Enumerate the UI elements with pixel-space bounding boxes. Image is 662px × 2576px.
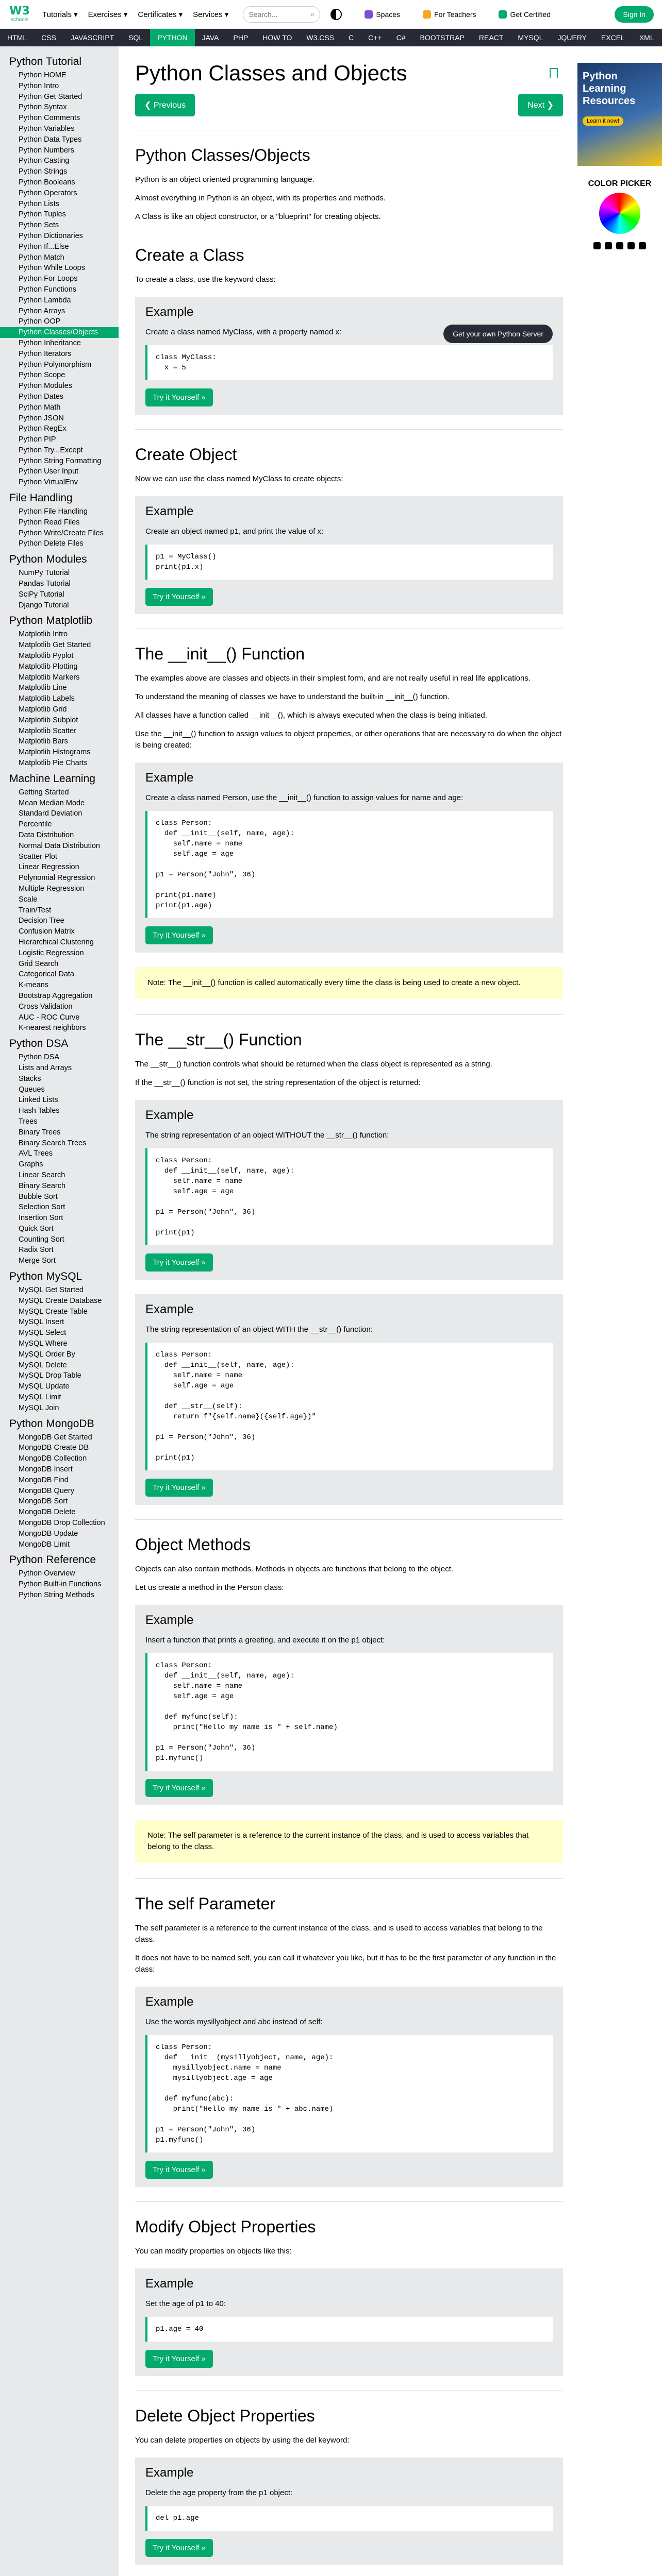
example-heading: Example: [145, 1302, 194, 1316]
sidebar-item[interactable]: Python HOME: [19, 71, 67, 79]
tab-react[interactable]: REACT: [478, 33, 504, 42]
tab-w3-css[interactable]: W3.CSS: [306, 33, 335, 42]
try-it-yourself-button[interactable]: Try it Yourself »: [145, 2539, 213, 2557]
sidebar-item[interactable]: MongoDB Sort: [19, 1497, 68, 1506]
sidebar-item[interactable]: MongoDB Update: [19, 1529, 78, 1538]
example-box: [135, 297, 563, 415]
linkedin-icon[interactable]: [605, 242, 612, 249]
sidebar-item[interactable]: Python User Input: [19, 467, 79, 476]
example-heading: Example: [145, 1613, 194, 1627]
sidebar-item[interactable]: AUC - ROC Curve: [19, 1013, 80, 1022]
sidebar-item[interactable]: Python JSON: [19, 414, 64, 422]
sidebar-item[interactable]: Queues: [19, 1085, 45, 1094]
sidebar-item[interactable]: MongoDB Get Started: [19, 1433, 92, 1442]
sidebar-item[interactable]: Python Scope: [19, 371, 65, 380]
sidebar-item[interactable]: Binary Search Trees: [19, 1139, 87, 1147]
example-description: Create a class named MyClass, with a property named x:: [145, 328, 342, 336]
sidebar-group-heading: Python MongoDB: [9, 1417, 94, 1430]
example-description: Create an object named p1, and print the value of x:: [145, 527, 324, 536]
tab-sql[interactable]: SQL: [128, 33, 143, 42]
example-heading: Example: [145, 1108, 194, 1122]
sidebar-item[interactable]: Python Syntax: [19, 103, 67, 112]
code-block: class Person: def __init__(self, name, age): self.name = name self.age = age def __str__(self): return f"{self.name}({self.age})" p1 = Person("John", 36) print(p1): [145, 1343, 553, 1470]
sidebar-item[interactable]: Matplotlib Markers: [19, 673, 80, 682]
right-column: [577, 46, 662, 249]
sidebar-item[interactable]: Matplotlib Histograms: [19, 748, 91, 757]
try-it-yourself-button[interactable]: Try it Yourself »: [145, 926, 213, 944]
code-block: class Person: def __init__(mysillyobject, name, age): mysillyobject.name = name mysillyobject.age = age def myfunc(abc): print("Hello my name is " + abc.name) p1 = Person("John", 36) p1.myfunc(): [145, 2035, 553, 2153]
section-heading: Object Methods: [135, 1535, 251, 1554]
code-block: p1 = MyClass() print(p1.x): [145, 545, 553, 580]
code-block: class Person: def __init__(self, name, age): self.name = name self.age = age p1 = Person("John", 36) print(p1.name) print(p1.age): [145, 811, 553, 918]
sidebar-item[interactable]: Matplotlib Labels: [19, 694, 75, 703]
divider: [135, 1878, 563, 1879]
topnav-menu-3[interactable]: Services ▾: [193, 10, 229, 19]
sidebar-item[interactable]: MySQL Insert: [19, 1318, 64, 1327]
section: [135, 230, 563, 415]
paragraph: The self parameter is a reference to the current instance of the class, and is used to access variables that belong to the class.: [135, 1924, 543, 1944]
sidebar-item[interactable]: Python Tuples: [19, 210, 66, 219]
sidebar-group-heading: Python MySQL: [9, 1270, 82, 1283]
sidebar-item[interactable]: Scatter Plot: [19, 852, 57, 861]
tab-java[interactable]: JAVA: [202, 33, 219, 42]
sidebar-item[interactable]: Python Booleans: [19, 178, 75, 187]
w3schools-logo[interactable]: W3 schools: [9, 5, 30, 23]
sidebar-item[interactable]: Python For Loops: [19, 275, 78, 283]
sidebar-item[interactable]: Confusion Matrix: [19, 927, 75, 936]
paragraph: The examples above are classes and objects in their simplest form, and are not really useful in real life applications.: [135, 674, 531, 683]
sidebar-item[interactable]: Python Built-in Functions: [19, 1580, 102, 1589]
sidebar-item[interactable]: Getting Started: [19, 788, 69, 796]
sidebar-item[interactable]: Decision Tree: [19, 917, 64, 925]
example-heading: Example: [145, 2466, 194, 2480]
example-description: The string representation of an object WITH the __str__() function:: [145, 1325, 373, 1334]
sidebar-item[interactable]: AVL Trees: [19, 1149, 53, 1158]
sidebar-item[interactable]: Multiple Regression: [19, 884, 85, 893]
sidebar-item[interactable]: Binary Trees: [19, 1128, 61, 1137]
tab-bootstrap[interactable]: BOOTSTRAP: [420, 33, 465, 42]
sidebar-group-heading: Python Modules: [9, 553, 87, 566]
sidebar-item[interactable]: Cross Validation: [19, 1002, 73, 1011]
sidebar-item[interactable]: MongoDB Drop Collection: [19, 1519, 105, 1528]
sidebar-item[interactable]: Stacks: [19, 1074, 41, 1083]
sidebar-item[interactable]: Linear Regression: [19, 863, 79, 872]
code-block: del p1.age: [145, 2506, 553, 2531]
divider: [135, 1014, 563, 1015]
sidebar-item[interactable]: Python Variables: [19, 124, 75, 133]
sidebar-item[interactable]: Python Match: [19, 253, 64, 262]
sidebar-item[interactable]: MongoDB Limit: [19, 1540, 70, 1549]
paragraph: You can modify properties on objects like this:: [135, 2247, 292, 2256]
sidebar-item[interactable]: Python File Handling: [19, 507, 88, 516]
sidebar-item[interactable]: Standard Deviation: [19, 809, 82, 818]
language-tabs: [0, 29, 662, 46]
teachers-icon: [423, 10, 431, 19]
sidebar-item[interactable]: Python String Methods: [19, 1591, 94, 1599]
sidebar-item[interactable]: SciPy Tutorial: [19, 590, 64, 599]
tab-how-to[interactable]: HOW TO: [262, 33, 292, 42]
paragraph: Python is an object oriented programming language.: [135, 175, 315, 184]
teachers-link[interactable]: For Teachers: [423, 10, 476, 19]
sidebar-item[interactable]: Matplotlib Line: [19, 684, 67, 692]
discord-icon[interactable]: [616, 242, 623, 249]
sidebar-item[interactable]: Python Inheritance: [19, 338, 81, 347]
sidebar-item[interactable]: Matplotlib Bars: [19, 737, 68, 746]
sidebar-item[interactable]: MySQL Delete: [19, 1361, 67, 1369]
example-description: Insert a function that prints a greeting, and execute it on the p1 object:: [145, 1636, 385, 1645]
next-button[interactable]: Next ❯: [518, 94, 563, 116]
sidebar-item[interactable]: Python Dates: [19, 392, 64, 401]
section-heading: Create Object: [135, 445, 237, 464]
search-input[interactable]: Search... ⌕: [243, 6, 320, 23]
paragraph: A Class is like an object constructor, or a "blueprint" for creating objects.: [135, 212, 381, 221]
sidebar-item[interactable]: Python Lists: [19, 199, 59, 208]
sidebar-item[interactable]: Grid Search: [19, 959, 59, 968]
sidebar-group-heading: File Handling: [9, 492, 73, 504]
section-heading: Delete Object Properties: [135, 2406, 315, 2425]
section: [135, 130, 563, 223]
sidebar-item[interactable]: Python Delete Files: [19, 539, 84, 548]
sign-in-button[interactable]: Sign In: [615, 6, 654, 23]
sidebar-item[interactable]: Python Write/Create Files: [19, 529, 104, 537]
sidebar-item[interactable]: Train/Test: [19, 906, 52, 914]
sidebar-item[interactable]: MySQL Create Database: [19, 1296, 102, 1305]
paragraph: Use the __init__() function to assign values to object properties, or other operations that are necessary to do when the object is being created:: [135, 730, 562, 750]
tab-jquery[interactable]: JQUERY: [557, 33, 587, 42]
sidebar-item[interactable]: Matplotlib Plotting: [19, 662, 78, 671]
get-python-server-button[interactable]: Get your own Python Server: [443, 325, 553, 343]
sidebar-item[interactable]: Quick Sort: [19, 1224, 54, 1233]
sidebar-item[interactable]: Python PIP: [19, 435, 56, 444]
example-heading: Example: [145, 504, 194, 518]
sidebar-item[interactable]: Python DSA: [19, 1053, 59, 1062]
sidebar-item[interactable]: Python VirtualEnv: [19, 478, 78, 487]
example-heading: Example: [145, 305, 194, 319]
paragraph: Let us create a method in the Person class:: [135, 1583, 284, 1592]
page-title: Python Classes and Objects: [135, 61, 407, 85]
sidebar-item[interactable]: Hierarchical Clustering: [19, 938, 94, 946]
example-heading: Example: [145, 2277, 194, 2291]
tab-c-[interactable]: C++: [368, 33, 382, 42]
sidebar-item[interactable]: MongoDB Query: [19, 1486, 74, 1495]
sidebar-item[interactable]: Pandas Tutorial: [19, 580, 71, 588]
try-it-yourself-button[interactable]: Try it Yourself »: [145, 588, 213, 606]
tab-javascript[interactable]: JAVASCRIPT: [70, 33, 114, 42]
sidebar-group-heading: Python Reference: [9, 1554, 96, 1566]
divider: [135, 429, 563, 430]
spaces-icon: [365, 10, 373, 19]
main-content: [135, 46, 563, 2576]
sidebar-item[interactable]: Python Modules: [19, 382, 72, 391]
sidebar-item[interactable]: Python Read Files: [19, 518, 80, 527]
example-heading: Example: [145, 1995, 194, 2009]
sidebar-group-heading: Python DSA: [9, 1038, 69, 1050]
example-box: [135, 1294, 563, 1505]
sidebar-item[interactable]: Matplotlib Pyplot: [19, 652, 74, 660]
sidebar-item[interactable]: Trees: [19, 1117, 38, 1126]
paragraph: Almost everything in Python is an object, with its properties and methods.: [135, 194, 386, 202]
sidebar-item[interactable]: Python Dictionaries: [19, 231, 83, 240]
sidebar-item[interactable]: Python Sets: [19, 221, 59, 230]
sidebar-item[interactable]: Radix Sort: [19, 1246, 54, 1255]
section-heading: The __str__() Function: [135, 1030, 302, 1049]
section: [135, 1519, 563, 1863]
sidebar-item[interactable]: NumPy Tutorial: [19, 569, 70, 578]
sidebar: [0, 46, 119, 2576]
sidebar-item[interactable]: Merge Sort: [19, 1257, 56, 1265]
topnav-menu-1[interactable]: Exercises ▾: [88, 10, 128, 19]
section: [135, 1878, 563, 2187]
sidebar-item[interactable]: Python Functions: [19, 285, 77, 294]
sidebar-item[interactable]: Django Tutorial: [19, 601, 69, 609]
sidebar-item[interactable]: MySQL Select: [19, 1329, 67, 1337]
sidebar-item[interactable]: MySQL Where: [19, 1340, 68, 1348]
sidebar-item[interactable]: Python Comments: [19, 114, 80, 123]
section: [135, 629, 563, 999]
try-it-yourself-button[interactable]: Try it Yourself »: [145, 2350, 213, 2368]
top-navigation: [0, 0, 662, 29]
section: [135, 2391, 563, 2565]
tab-python[interactable]: PYTHON: [150, 29, 194, 46]
sidebar-item[interactable]: Counting Sort: [19, 1235, 64, 1244]
sidebar-item[interactable]: Bubble Sort: [19, 1192, 58, 1201]
sidebar-item[interactable]: Matplotlib Pie Charts: [19, 759, 88, 768]
sidebar-item[interactable]: Lists and Arrays: [19, 1063, 72, 1072]
sidebar-item[interactable]: Python If...Else: [19, 242, 69, 251]
sidebar-item[interactable]: Python Get Started: [19, 92, 82, 101]
example-box: [135, 2458, 563, 2565]
sidebar-item[interactable]: Selection Sort: [19, 1203, 65, 1212]
sidebar-item[interactable]: Data Distribution: [19, 831, 74, 839]
sidebar-item[interactable]: Python Arrays: [19, 307, 65, 315]
section: [135, 2201, 563, 2376]
tab-css[interactable]: CSS: [41, 33, 56, 42]
sidebar-item[interactable]: Python Numbers: [19, 146, 74, 155]
sidebar-item[interactable]: Matplotlib Get Started: [19, 641, 91, 650]
paragraph: It does not have to be named self, you can call it whatever you like, but it has to be the first parameter of any function in the class:: [135, 1954, 556, 1974]
example-box: [135, 496, 563, 614]
section: [135, 1014, 563, 1505]
sidebar-item[interactable]: Python Operators: [19, 189, 77, 197]
instagram-icon[interactable]: [639, 242, 646, 249]
color-picker-title: COLOR PICKER: [588, 179, 652, 188]
sidebar-group-heading: Python Tutorial: [9, 56, 82, 67]
sidebar-item[interactable]: MongoDB Collection: [19, 1454, 87, 1463]
sidebar-item[interactable]: Logistic Regression: [19, 948, 84, 957]
sidebar-group-heading: Machine Learning: [9, 772, 95, 785]
sidebar-item[interactable]: MongoDB Find: [19, 1476, 69, 1484]
sidebar-item[interactable]: Python RegEx: [19, 425, 67, 433]
sidebar-item[interactable]: MySQL Join: [19, 1403, 59, 1412]
sidebar-item[interactable]: Percentile: [19, 820, 52, 829]
sidebar-item[interactable]: Scale: [19, 895, 38, 904]
tab-mysql[interactable]: MYSQL: [518, 33, 543, 42]
paragraph: Now we can use the class named MyClass to create objects:: [135, 474, 343, 483]
code-block: class MyClass: x = 5: [145, 345, 553, 380]
sidebar-item[interactable]: Normal Data Distribution: [19, 841, 100, 850]
sidebar-item[interactable]: Python Lambda: [19, 296, 71, 304]
certificate-icon: [499, 10, 507, 19]
topnav-menu-0[interactable]: Tutorials ▾: [42, 10, 78, 19]
example-description: Use the words mysillyobject and abc instead of self:: [145, 2018, 323, 2026]
sidebar-item[interactable]: Graphs: [19, 1160, 43, 1169]
tab-c[interactable]: C: [349, 33, 354, 42]
certified-link[interactable]: Get Certified: [499, 10, 551, 19]
sidebar-item[interactable]: MongoDB Insert: [19, 1465, 73, 1474]
code-block: class Person: def __init__(self, name, age): self.name = name self.age = age def myfunc(self): print("Hello my name is " + self.name) p1 = Person("John", 36) p1.myfunc(): [145, 1653, 553, 1771]
try-it-yourself-button[interactable]: Try it Yourself »: [145, 1479, 213, 1497]
sidebar-item[interactable]: MySQL Order By: [19, 1350, 75, 1359]
tab-html[interactable]: HTML: [7, 33, 27, 42]
sidebar-item[interactable]: MySQL Limit: [19, 1393, 61, 1402]
example-box: [135, 2268, 563, 2376]
youtube-icon[interactable]: [593, 242, 601, 249]
example-description: The string representation of an object WITHOUT the __str__() function:: [145, 1131, 389, 1140]
sidebar-group-heading: Python Matplotlib: [9, 615, 93, 627]
sidebar-item[interactable]: Python Classes/Objects: [0, 327, 119, 338]
section: [135, 429, 563, 614]
sidebar-item[interactable]: Matplotlib Scatter: [19, 726, 77, 735]
sidebar-item[interactable]: MySQL Update: [19, 1382, 70, 1391]
color-wheel-icon[interactable]: [599, 193, 640, 234]
previous-button[interactable]: ❮ Previous: [135, 94, 195, 116]
paragraph: Objects can also contain methods. Methods in objects are functions that belong to the object.: [135, 1565, 454, 1573]
sidebar-item[interactable]: Python Polymorphism: [19, 360, 92, 369]
try-it-yourself-button[interactable]: Try it Yourself »: [145, 1779, 213, 1797]
advertisement[interactable]: Python Learning Resources Learn it now!: [577, 63, 662, 166]
example-description: Set the age of p1 to 40:: [145, 2299, 226, 2308]
sidebar-item[interactable]: Matplotlib Subplot: [19, 716, 78, 724]
note-box: Note: The self parameter is a reference to the current instance of the class, and is used to access variables that belong to the class.: [135, 1820, 563, 1863]
tab-excel[interactable]: EXCEL: [601, 33, 625, 42]
code-block: p1.age = 40: [145, 2317, 553, 2342]
sidebar-item[interactable]: MySQL Create Table: [19, 1307, 88, 1316]
search-icon: ⌕: [310, 10, 315, 18]
facebook-icon[interactable]: [627, 242, 635, 249]
divider: [135, 2201, 563, 2202]
sidebar-item[interactable]: Python OOP: [19, 317, 61, 326]
sidebar-item[interactable]: Matplotlib Intro: [19, 630, 68, 639]
social-links: [577, 242, 662, 249]
sidebar-item[interactable]: Python Try...Except: [19, 446, 83, 454]
sidebar-item[interactable]: MySQL Drop Table: [19, 1371, 81, 1380]
sidebar-item[interactable]: Python Intro: [19, 81, 59, 90]
section-heading: The __init__() Function: [135, 645, 305, 663]
try-it-yourself-button[interactable]: Try it Yourself »: [145, 2161, 213, 2179]
paragraph: To understand the meaning of classes we have to understand the built-in __init__() function.: [135, 692, 450, 701]
example-box: [135, 1987, 563, 2187]
paragraph: All classes have a function called __init__(), which is always executed when the class is being initiated.: [135, 711, 487, 720]
sidebar-item[interactable]: Python Data Types: [19, 135, 82, 144]
sidebar-item[interactable]: Python Math: [19, 403, 61, 412]
sidebar-item[interactable]: Python While Loops: [19, 264, 85, 273]
example-box: [135, 1605, 563, 1805]
sidebar-item[interactable]: Binary Search: [19, 1181, 66, 1190]
sidebar-item[interactable]: Mean Median Mode: [19, 799, 85, 807]
sidebar-item[interactable]: K-means: [19, 981, 49, 990]
sidebar-item[interactable]: Python Iterators: [19, 349, 72, 358]
sidebar-item[interactable]: Python Casting: [19, 157, 70, 165]
spaces-link[interactable]: Spaces: [365, 10, 400, 19]
section-heading: The self Parameter: [135, 1894, 276, 1913]
topnav-menu-2[interactable]: Certificates ▾: [138, 10, 183, 19]
try-it-yourself-button[interactable]: Try it Yourself »: [145, 388, 213, 406]
sidebar-item[interactable]: Categorical Data: [19, 970, 74, 979]
tab-php[interactable]: PHP: [233, 33, 249, 42]
sidebar-item[interactable]: Hash Tables: [19, 1107, 60, 1115]
sidebar-item[interactable]: Linked Lists: [19, 1096, 58, 1105]
paragraph: You can delete properties on objects by using the del keyword:: [135, 2436, 350, 2445]
section-heading: Modify Object Properties: [135, 2217, 316, 2236]
dark-mode-toggle-icon[interactable]: [330, 9, 342, 20]
paragraph: The __str__() function controls what should be returned when the class object is represented as a string.: [135, 1060, 492, 1069]
sidebar-item[interactable]: Python Strings: [19, 167, 68, 176]
sidebar-item[interactable]: Insertion Sort: [19, 1214, 63, 1223]
paragraph: If the __str__() function is not set, the string representation of the object is returned:: [135, 1078, 421, 1087]
section-heading: Create a Class: [135, 246, 244, 264]
sidebar-item[interactable]: MongoDB Create DB: [19, 1444, 89, 1452]
section-heading: Python Classes/Objects: [135, 146, 310, 164]
sidebar-item[interactable]: Linear Search: [19, 1171, 65, 1179]
paragraph: To create a class, use the keyword class:: [135, 275, 276, 284]
sidebar-item[interactable]: Python Overview: [19, 1569, 75, 1578]
example-box: [135, 762, 563, 953]
sidebar-item[interactable]: Polynomial Regression: [19, 874, 95, 883]
sidebar-item[interactable]: Matplotlib Grid: [19, 705, 67, 714]
sidebar-item[interactable]: K-nearest neighbors: [19, 1024, 86, 1032]
try-it-yourself-button[interactable]: Try it Yourself »: [145, 1253, 213, 1272]
sidebar-item[interactable]: Bootstrap Aggregation: [19, 991, 93, 1000]
tab-c-[interactable]: C#: [396, 33, 406, 42]
code-block: class Person: def __init__(self, name, age): self.name = name self.age = age p1 = Person("John", 36) print(p1): [145, 1148, 553, 1245]
sidebar-item[interactable]: MongoDB Delete: [19, 1508, 76, 1517]
divider: [135, 1519, 563, 1520]
note-box: Note: The __init__() function is called automatically every time the class is being used to create a new object.: [135, 967, 563, 999]
tab-xml[interactable]: XML: [639, 33, 654, 42]
example-description: Delete the age property from the p1 object:: [145, 2488, 293, 2497]
example-heading: Example: [145, 771, 194, 785]
sidebar-item[interactable]: Python String Formatting: [19, 456, 102, 465]
sidebar-item[interactable]: MySQL Get Started: [19, 1286, 84, 1295]
example-box: [135, 1100, 563, 1280]
example-description: Create a class named Person, use the __init__() function to assign values for name and age:: [145, 793, 464, 802]
bookmark-icon[interactable]: [550, 68, 558, 78]
